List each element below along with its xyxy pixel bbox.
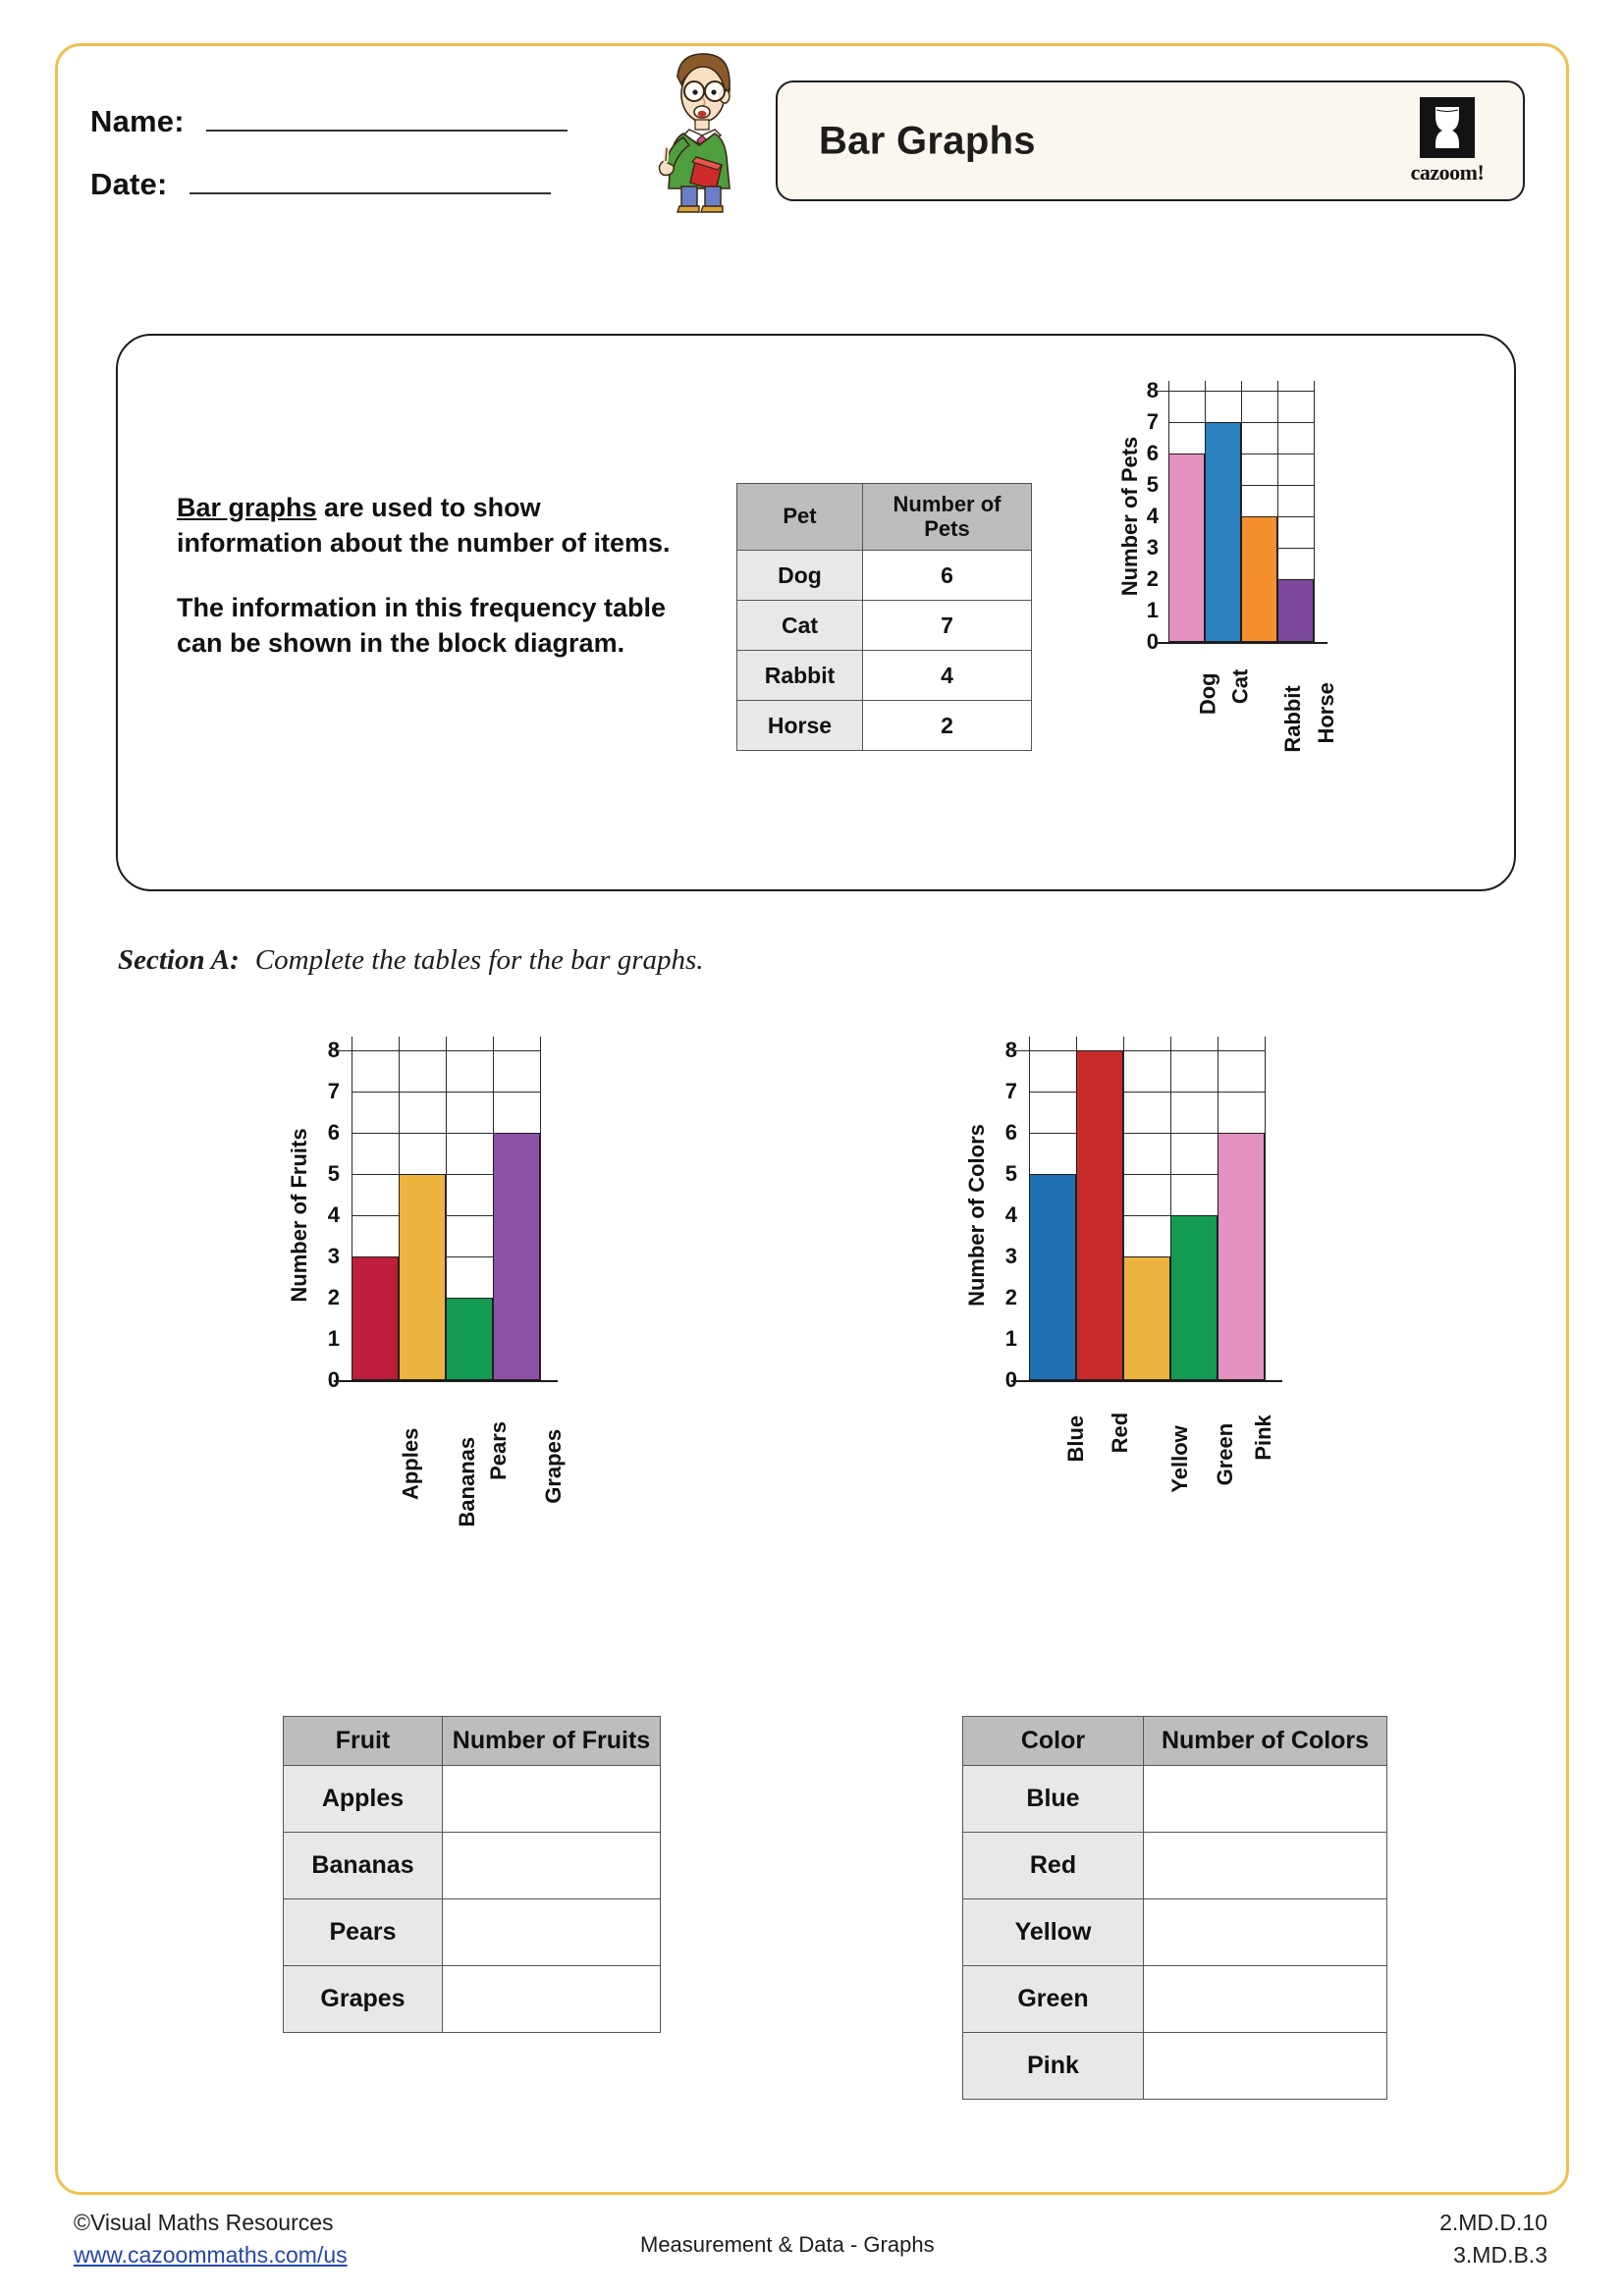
intro-paragraph-1 <box>177 491 687 561</box>
logo-mark-icon <box>1420 97 1475 158</box>
cell-color-label: Blue <box>963 1765 1144 1832</box>
bar-yellow <box>1123 1256 1170 1380</box>
grid-line-vertical <box>1314 381 1315 642</box>
column-header-number: Number of Pets <box>863 484 1032 551</box>
table-row <box>284 1965 661 2032</box>
y-axis-label: Number of Pets <box>1117 436 1142 597</box>
name-input-line[interactable] <box>206 130 568 132</box>
grid-line-vertical <box>1265 1037 1266 1380</box>
bar-grapes <box>493 1133 540 1380</box>
y-axis-tick-label: 3 <box>1146 535 1159 560</box>
y-axis-tick-label: 7 <box>327 1079 340 1103</box>
footer-website-link[interactable]: www.cazoommaths.com/us <box>74 2242 348 2269</box>
date-input-line[interactable] <box>189 192 551 194</box>
column-header-number-of-colors: Number of Colors <box>1144 1717 1387 1766</box>
cell-pet-label: Rabbit <box>737 651 863 701</box>
date-label: Date: <box>90 167 168 201</box>
table-row <box>284 1832 661 1898</box>
cell-fruit-answer[interactable] <box>443 1832 661 1898</box>
y-axis-tick-label: 3 <box>327 1244 340 1268</box>
cell-fruit-answer[interactable] <box>443 1965 661 2032</box>
example-bar-chart <box>1110 378 1424 846</box>
cell-fruit-label: Grapes <box>284 1965 443 2032</box>
page-footer <box>0 2207 1624 2296</box>
goblet-icon <box>1428 103 1467 152</box>
y-axis-tick-label: 5 <box>1146 472 1159 497</box>
cell-fruit-label: Bananas <box>284 1832 443 1898</box>
page-title: Bar Graphs <box>819 119 1036 162</box>
x-axis-tick-label: Cat <box>1227 668 1253 705</box>
y-axis-tick-label: 7 <box>1146 409 1159 434</box>
table-row <box>963 1965 1387 2032</box>
grid-line-vertical <box>540 1037 541 1380</box>
colors-bar-chart <box>952 1038 1394 1669</box>
cell-pet-value: 4 <box>863 651 1032 701</box>
table-row <box>284 1765 661 1832</box>
y-axis-top-tick <box>334 1050 352 1051</box>
cell-color-answer[interactable] <box>1144 1965 1387 2032</box>
table-row <box>737 651 1032 701</box>
y-axis-tick-label: 6 <box>1146 441 1159 465</box>
cell-color-label: Pink <box>963 2032 1144 2099</box>
chart-plot-area <box>1168 391 1314 642</box>
bar-dog <box>1168 454 1205 642</box>
bar-rabbit <box>1241 516 1277 642</box>
y-axis-tick-label: 1 <box>1146 598 1159 622</box>
cell-color-answer[interactable] <box>1144 2032 1387 2099</box>
column-header-pet: Pet <box>737 484 863 551</box>
cell-fruit-answer[interactable] <box>443 1898 661 1965</box>
cell-pet-value: 6 <box>863 551 1032 601</box>
x-axis-tick-label: Dog <box>1194 672 1219 716</box>
cell-fruit-answer[interactable] <box>443 1765 661 1832</box>
bar-cat <box>1205 422 1241 642</box>
worksheet-header <box>0 0 1624 294</box>
intro-bold-term: Bar graphs <box>177 493 317 522</box>
cell-color-label: Red <box>963 1832 1144 1898</box>
cell-pet-label: Dog <box>737 551 863 601</box>
y-axis-top-tick <box>1011 1050 1029 1051</box>
bar-red <box>1076 1050 1123 1380</box>
example-info-panel <box>116 334 1516 891</box>
table-row <box>963 2032 1387 2099</box>
bar-blue <box>1029 1174 1076 1380</box>
cell-pet-label: Horse <box>737 701 863 751</box>
table-row <box>963 1832 1387 1898</box>
cell-fruit-label: Apples <box>284 1765 443 1832</box>
cell-pet-value: 2 <box>863 701 1032 751</box>
fruit-answer-table <box>283 1716 661 2033</box>
footer-left-block <box>74 2207 348 2272</box>
x-axis-tick-label: Bananas <box>454 1436 479 1527</box>
intro-text-block <box>177 491 687 662</box>
cell-fruit-label: Pears <box>284 1898 443 1965</box>
chart-plot-area <box>352 1050 540 1380</box>
x-axis-tick-label: Blue <box>1062 1415 1088 1463</box>
x-axis-tick-label: Rabbit <box>1279 685 1305 753</box>
cell-pet-value: 7 <box>863 601 1032 651</box>
intro-rest-1: are used to show information about the number of items. <box>177 493 671 558</box>
date-field-row <box>90 167 551 202</box>
section-instruction: Complete the tables for the bar graphs. <box>254 944 704 976</box>
teacher-mascot-icon <box>640 47 758 214</box>
worksheet-title-box <box>776 80 1525 201</box>
cell-color-label: Yellow <box>963 1898 1144 1965</box>
y-axis-tick-label: 3 <box>1004 1244 1017 1268</box>
y-axis-tick-label: 4 <box>1146 504 1159 528</box>
x-axis-tick-label: Pears <box>485 1420 511 1480</box>
table-header-row <box>737 484 1032 551</box>
table-row <box>737 601 1032 651</box>
footer-copyright: ©Visual Maths Resources <box>74 2210 334 2235</box>
table-row <box>284 1898 661 1965</box>
footer-standard-2: 3.MD.B.3 <box>1453 2242 1547 2269</box>
y-axis-tick-label: 4 <box>1004 1202 1017 1227</box>
y-axis-tick-label: 6 <box>327 1120 340 1145</box>
bar-green <box>1170 1215 1218 1380</box>
y-axis-tick-label: 5 <box>327 1161 340 1186</box>
column-header-color: Color <box>963 1717 1144 1766</box>
cell-color-answer[interactable] <box>1144 1765 1387 1832</box>
fruits-bar-chart <box>275 1038 668 1669</box>
x-axis-tick-label: Yellow <box>1167 1425 1193 1493</box>
x-axis-tick-label: Green <box>1212 1422 1237 1486</box>
x-axis-line <box>1011 1380 1282 1382</box>
section-a-heading <box>118 944 704 977</box>
table-header-row <box>284 1717 661 1766</box>
table-row <box>737 701 1032 751</box>
y-axis-top-tick <box>1155 391 1168 392</box>
y-axis-tick-label: 2 <box>327 1285 340 1309</box>
x-axis-tick-label: Horse <box>1313 682 1338 744</box>
footer-topic: Measurement & Data - Graphs <box>640 2232 935 2257</box>
section-label: Section A: <box>118 944 240 976</box>
table-row <box>963 1898 1387 1965</box>
y-axis-tick-label: 4 <box>327 1202 340 1227</box>
y-axis-tick-label: 2 <box>1004 1285 1017 1309</box>
chart-plot-area <box>1029 1050 1265 1380</box>
bar-pears <box>446 1298 493 1380</box>
y-axis-tick-label: 0 <box>327 1367 340 1392</box>
cell-color-answer[interactable] <box>1144 1898 1387 1965</box>
x-axis-line <box>334 1380 558 1382</box>
y-axis-tick-label: 8 <box>327 1038 340 1062</box>
y-axis-tick-label: 5 <box>1004 1161 1017 1186</box>
footer-standards-block <box>1439 2207 1547 2272</box>
footer-standard-1: 2.MD.D.10 <box>1439 2210 1547 2235</box>
x-axis-tick-label: Pink <box>1251 1415 1276 1461</box>
color-answer-table <box>962 1716 1387 2100</box>
bar-apples <box>352 1256 399 1380</box>
name-label: Name: <box>90 104 185 138</box>
bar-horse <box>1277 579 1314 642</box>
bar-pink <box>1218 1133 1265 1380</box>
x-axis-tick-label: Grapes <box>540 1428 566 1504</box>
x-axis-tick-label: Red <box>1107 1412 1132 1454</box>
y-axis-tick-label: 8 <box>1146 378 1159 402</box>
intro-paragraph-2: The information in this frequency table can be shown in the block diagram. <box>177 592 667 658</box>
cell-color-answer[interactable] <box>1144 1832 1387 1898</box>
grid-line-horizontal <box>1029 1050 1265 1051</box>
cell-color-label: Green <box>963 1965 1144 2032</box>
column-header-number-of-fruits: Number of Fruits <box>443 1717 661 1766</box>
bar-bananas <box>399 1174 446 1380</box>
table-row <box>737 551 1032 601</box>
x-axis-line <box>1155 642 1327 644</box>
y-axis-label: Number of Fruits <box>287 1128 311 1303</box>
y-axis-tick-label: 2 <box>1146 566 1159 591</box>
y-axis-tick-label: 7 <box>1004 1079 1017 1103</box>
y-axis-tick-label: 0 <box>1004 1367 1017 1392</box>
logo-wordmark: cazoom! <box>1410 159 1485 185</box>
y-axis-tick-label: 0 <box>1146 629 1159 654</box>
y-axis-tick-label: 1 <box>1004 1326 1017 1351</box>
table-row <box>963 1765 1387 1832</box>
column-header-fruit: Fruit <box>284 1717 443 1766</box>
example-frequency-table <box>736 483 1032 751</box>
cell-pet-label: Cat <box>737 601 863 651</box>
cazoom-logo <box>1401 97 1493 186</box>
name-field-row <box>90 104 568 139</box>
grid-line-horizontal <box>1029 1092 1265 1093</box>
y-axis-tick-label: 6 <box>1004 1120 1017 1145</box>
x-axis-tick-label: Apples <box>398 1427 423 1501</box>
y-axis-tick-label: 8 <box>1004 1038 1017 1062</box>
table-header-row <box>963 1717 1387 1766</box>
y-axis-label: Number of Colors <box>964 1124 989 1307</box>
y-axis-tick-label: 1 <box>327 1326 340 1351</box>
